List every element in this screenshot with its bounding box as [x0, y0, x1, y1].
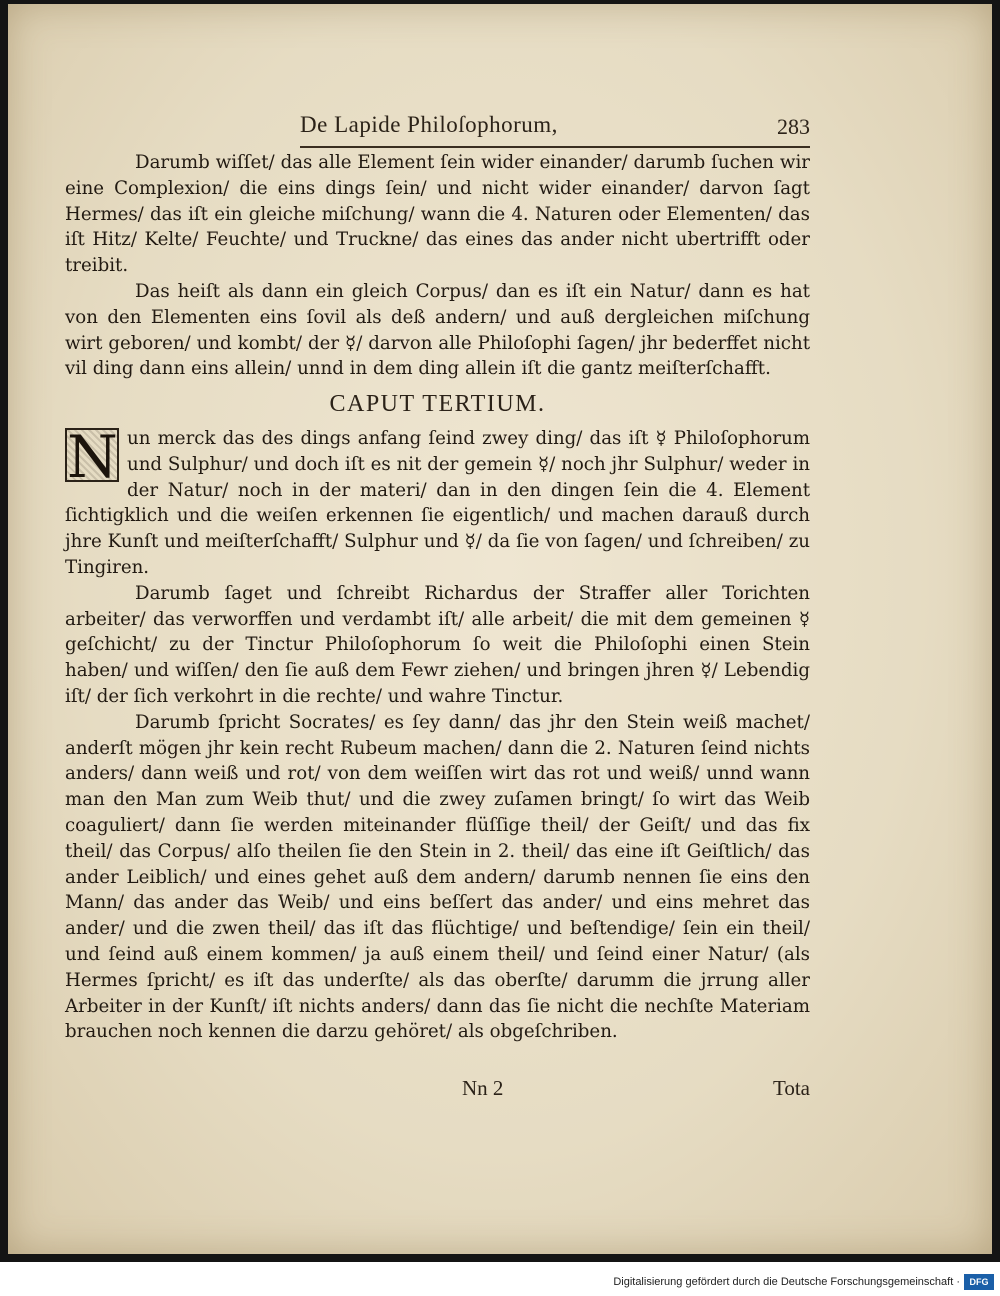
- body-text: [65, 150, 810, 1045]
- paragraph: Darumb ſpricht Socrates/ es ſey dann/ das jhr den Stein weiß machet/ anderſt mögen jhr kein recht Rubeum machen/ dann die 2. Naturen ſeind nichts anders/ dann weiß und rot/ von dem weiſſen wirt das rot und weiß/ unnd wann man den Man zum Weib thut/ und die zwey zuſamen bringt/ ſo wirt das Weib coaguliert/ dann ſie werden miteinander flüſſige theil/ der Geiſt/ und das fix theil/ das Corpus/ alſo theilen ſie den Stein in 2. theil/ das eine iſt Geiſtlich/ das ander Leiblich/ und eines gehet auß dem andern/ darumb nennen ſie eins den Mann/ das ander das Weib/ und eins beſſert das ander/ und eins mehret das ander/ und die zwen theil/ das iſt das flüchtige/ und beſtendige/ ſein ein theil/ und ſeind auß einem kommen/ ja auß einem theil/ und ſeind einer Natur/ (als Hermes ſpricht/ es iſt das underſte/ als das oberſte/ darumm die jrrung aller Arbeiter in der Kunſt/ iſt nichts anders/ dann das ſie nicht die nechſte Materiam brauchen noch kennen die darzu gehöret/ als obgeſchriben.: [65, 711, 810, 1043]
- catchword: Tota: [772, 1076, 810, 1100]
- page-header: [300, 108, 810, 148]
- running-title: De Lapide Philoſophorum,: [300, 112, 558, 137]
- paragraph: [65, 422, 810, 581]
- paragraph: Darumb ſaget und ſchreibt Richardus der Straffer aller Torichten arbeiter/ das verworffen und verdambt iſt/ alle arbeit/ die mit dem gemeinen ☿ geſchicht/ zu der Tinctur Philoſophorum ſo weit die Philoſophi einen Stein haben/ und wiſſen/ den ſie auß dem Fewr ziehen/ und bringen jhren ☿/ Lebendig iſt/ der ſich verkohrt in die rechte/ und wahre Tinctur.: [65, 582, 810, 707]
- drop-cap-initial: N: [67, 422, 118, 491]
- paragraph: Darumb wiſſet/ das alle Element ſein wider einander/ darumb ſuchen wir eine Complexion/ die eins dings ſein/ und nicht wider einander/ darvon ſagt Hermes/ das iſt ein gleiche miſchung/ wann die 4. Naturen oder Elementen/ das iſt Hitz/ Kelte/ Feuchte/ und Truckne/ das eines das ander nicht ubertrifft oder treibit.: [65, 152, 810, 277]
- paragraph-text: un merck das des dings anfang ſeind zwey ding/ das iſt ☿ Philoſophorum und Sulphur/ und doch iſt es nit der gemein ☿/ noch jhr Sulphur/ weder in der Natur/ noch in der materi/ dan in den dingen ſein die 4. Element ſichtigklich und die weiſen erkennen ſie eigentlich/ und machen darauß durch jhre Kunſt und meiſterſchafft/ Sulphur und ☿/ da ſie von ſagen/ und ſchreiben/ zu Tingiren.: [65, 427, 810, 578]
- credit-text: Digitalisierung gefördert durch die Deutsche Forschungsgemeinschaft ·: [613, 1276, 960, 1288]
- paragraph: Das heiſt als dann ein gleich Corpus/ dan es iſt ein Natur/ dann es hat von den Elementen eins ſovil als deß andern/ und auß dergleichen miſchung wirt geboren/ und kombt/ der ☿/ darvon alle Philoſophi ſagen/ jhr bederffet nicht vil ding dann eins allein/ unnd in dem ding allein iſt die gantz meiſterſchafft.: [65, 280, 810, 380]
- page-number: 283: [777, 114, 810, 139]
- credit-bar: [0, 1262, 1000, 1296]
- chapter-heading: CAPUT TERTIUM.: [329, 391, 546, 418]
- signature-mark: Nn 2: [462, 1076, 504, 1100]
- header-rule: [300, 146, 810, 148]
- page-footer: [462, 1076, 810, 1106]
- dfg-logo-icon: DFG: [964, 1274, 994, 1290]
